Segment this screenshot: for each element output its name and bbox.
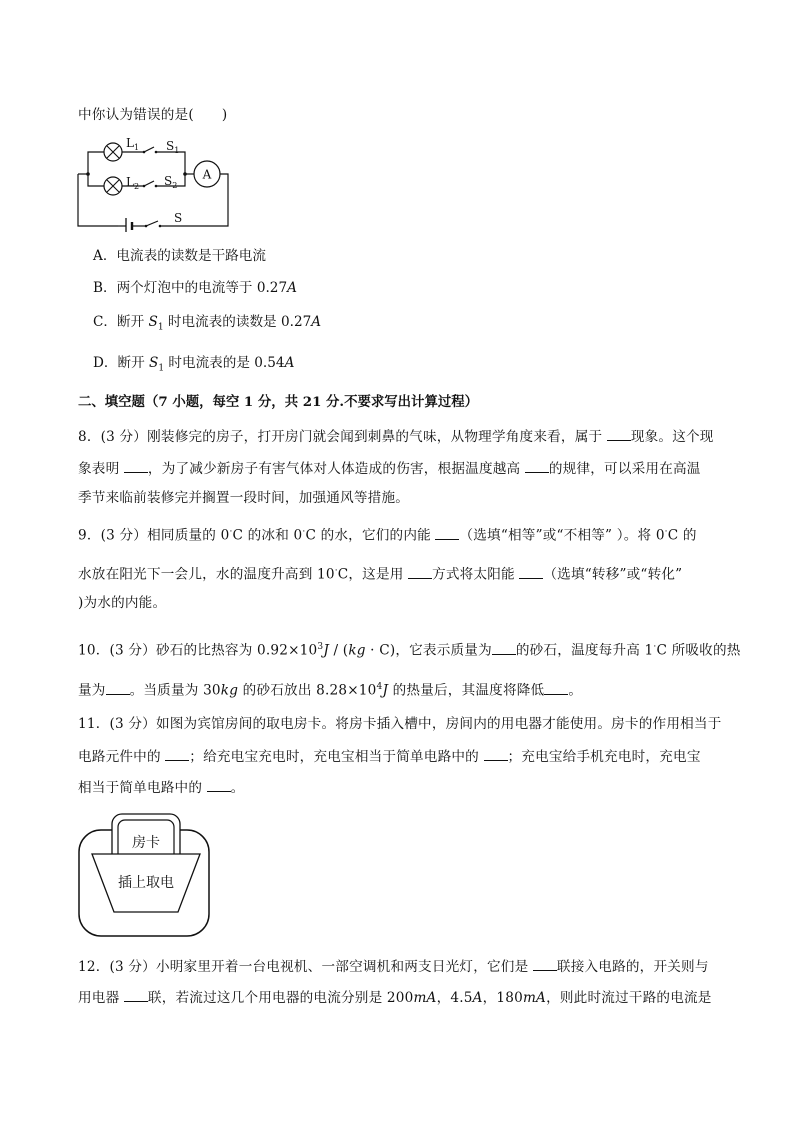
q9-line-3: )为水的内能。 bbox=[78, 595, 167, 611]
label-l2: $L_2$ bbox=[126, 175, 140, 191]
q7-stem: 中你认为错误的是( ) bbox=[78, 107, 228, 123]
q8-blank-3[interactable] bbox=[525, 458, 549, 473]
q9-blank-3[interactable] bbox=[519, 564, 543, 579]
q12-line-1: 12．(3 分）小明家里开着一台电视机、一部空调机和两支日光灯，它们是 联接入电路的，开关则与 bbox=[78, 956, 709, 976]
q12-line-2: 用电器 联，若流过这几个用电器的电流分别是 200mA，4.5A，180mA，则此时流过干路的电流是 bbox=[78, 987, 712, 1007]
lamp-l1-icon bbox=[104, 143, 122, 161]
ammeter-icon bbox=[194, 161, 220, 187]
q10-line-1: 10．(3 分）砂石的比热容为 $0.92\times 10^3J / (kg \cdot C)$，它表示质量为 的砂石，温度每升高 1·C 所吸收的热 bbox=[78, 638, 741, 660]
q9-line-2: 水放在阳光下一会儿，水的温度升高到 10·C，这是用 方式将太阳能 （选填“转移”或“转化” bbox=[78, 562, 682, 584]
q11-line-2: 电路元件中的 ；给充电宝充电时，充电宝相当于简单电路中的 ；充电宝给手机充电时，充电宝 bbox=[78, 746, 701, 766]
label-s: S bbox=[174, 211, 183, 225]
q11-blank-3[interactable] bbox=[207, 777, 231, 792]
q11-line-1: 11．(3 分）如图为宾馆房间的取电房卡。将房卡插入槽中，房间内的用电器才能使用。房卡的作用相当于 bbox=[78, 716, 722, 732]
svg-text:A: A bbox=[202, 167, 212, 182]
q11-blank-1[interactable] bbox=[165, 746, 189, 761]
lamp-l2-icon bbox=[104, 177, 122, 195]
option-d: D．断开 $S_1$ 时电流表的是 0.54A bbox=[93, 355, 295, 374]
room-card-figure bbox=[76, 808, 216, 940]
junction-right-dot bbox=[183, 172, 187, 176]
q9-line-1: 9．(3 分）相同质量的 0·C 的冰和 0·C 的水，它们的内能 （选填“相等”或“不相等” ）。将 0·C 的 bbox=[78, 523, 697, 545]
label-l1: $L_1$ bbox=[126, 136, 140, 152]
q10-blank-3[interactable] bbox=[544, 680, 568, 695]
q11-line-3: 相当于简单电路中的 。 bbox=[78, 777, 244, 797]
q12-blank-1[interactable] bbox=[533, 956, 557, 971]
q12-blank-2[interactable] bbox=[124, 987, 148, 1002]
card-label: 房卡 bbox=[132, 835, 160, 851]
section-title: 二、填空题（7 小题，每空 1 分，共 21 分.不要求写出计算过程） bbox=[78, 394, 479, 410]
label-s1: $S_1$ bbox=[166, 139, 180, 155]
q10-line-2: 量为 。当质量为 30kg 的砂石放出 $8.28\times 10^4J$ 的热量后，其温度将降低 。 bbox=[78, 678, 582, 700]
q10-blank-1[interactable] bbox=[492, 640, 516, 655]
q11-blank-2[interactable] bbox=[484, 746, 508, 761]
q9-blank-1[interactable] bbox=[435, 525, 459, 540]
q8-line-1: 8．(3 分）刚装修完的房子，打开房门就会闻到刺鼻的气味，从物理学角度来看，属于 现象。这个现 bbox=[78, 426, 714, 446]
slot-label: 插上取电 bbox=[118, 875, 174, 891]
q8-line-2: 象表明 ，为了减少新房子有害气体对人体造成的伤害，根据温度越高 的规律，可以采用在高温 bbox=[78, 458, 701, 478]
option-c: C．断开 $S_1$ 时电流表的读数是 0.27A bbox=[93, 314, 322, 333]
option-a: A．电流表的读数是干路电流 bbox=[93, 248, 266, 264]
junction-left-dot bbox=[86, 172, 90, 176]
battery-icon bbox=[126, 218, 132, 232]
q10-blank-2[interactable] bbox=[106, 680, 130, 695]
q8-blank-1[interactable] bbox=[607, 426, 631, 441]
option-b: B．两个灯泡中的电流等于 0.27A bbox=[93, 280, 297, 296]
q8-line-3: 季节来临前装修完并搁置一段时间，加强通风等措施。 bbox=[78, 490, 410, 506]
circuit-diagram bbox=[70, 132, 240, 232]
q9-blank-2[interactable] bbox=[408, 564, 432, 579]
q8-blank-2[interactable] bbox=[124, 458, 148, 473]
label-s2: $S_2$ bbox=[164, 174, 178, 190]
